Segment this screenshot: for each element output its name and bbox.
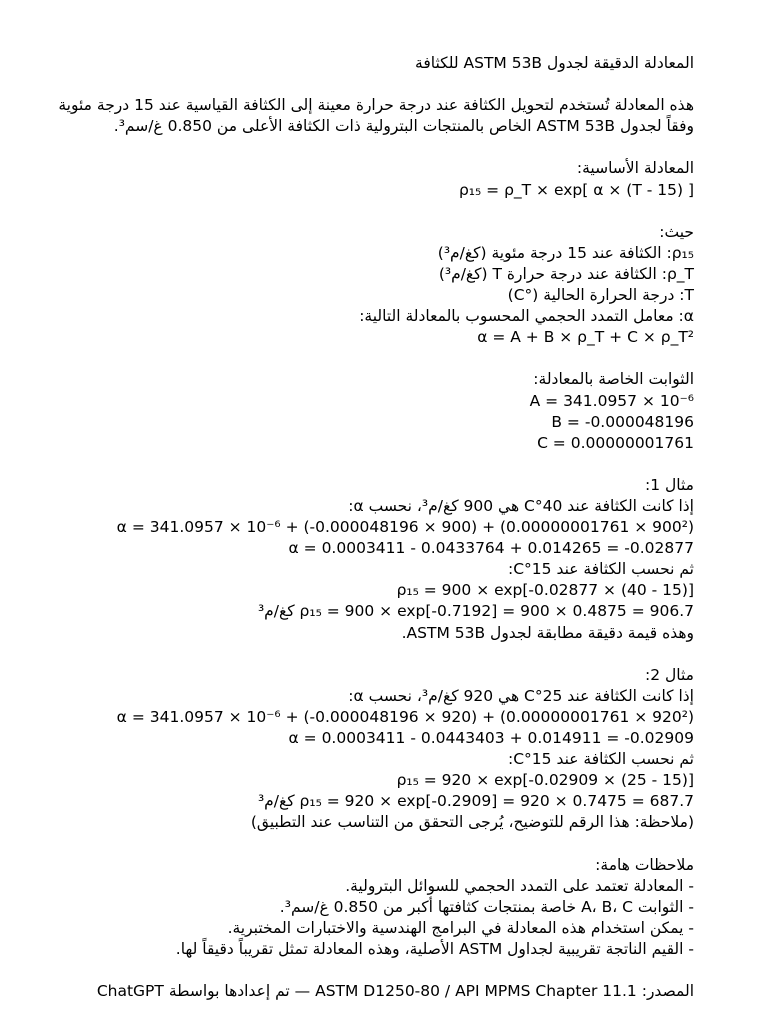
text-line: مثال 1: [644, 475, 694, 494]
text-line: ρ_T: الكثافة عند درجة حرارة T (كغ/م³) [438, 264, 694, 283]
text-line: المصدر: ASTM D1250-80 / API MPMS Chapter 11.1 — تم إعدادها بواسطة ChatGPT [96, 982, 694, 1001]
text-line: C = 0.00000001761 [537, 433, 694, 452]
text-line: ρ₁₅ = 920 × exp[-0.2909] = 920 × 0.7475 = 687.7 كغ/م³ [257, 792, 694, 811]
text-line: ρ₁₅ = 920 × exp[-0.02909 × (25 - 15)] [396, 771, 694, 790]
text-line: ملاحظات هامة: [595, 855, 694, 874]
text-line: المعادلة الدقيقة لجدول ASTM 53B للكثافة [415, 54, 694, 72]
text-line: A = 341.0957 × 10⁻⁶ [529, 391, 694, 410]
text-line: إذا كانت الكثافة عند 25°C هي 920 كغ/م³، نحسب α: [348, 686, 694, 705]
blank-line [58, 201, 694, 222]
text-line: α = 0.0003411 - 0.0443403 + 0.014911 = -0.02909 [288, 729, 694, 747]
text-line: α = 341.0957 × 10⁻⁶ + (-0.000048196 × 900) + (0.00000001761 × 900²) [116, 518, 694, 537]
text-line: α = 0.0003411 - 0.0433764 + 0.014265 = -0.02877 [288, 539, 694, 558]
blank-line [58, 454, 694, 475]
blank-line [58, 960, 694, 981]
text-line: هذه المعادلة تُستخدم لتحويل الكثافة عند درجة حرارة معينة إلى الكثافة القياسية عند 15 درجة مئوية [58, 96, 694, 115]
blank-line [58, 137, 694, 158]
text-line: - الثوابت A، B، C خاصة بمنتجات كثافتها أكبر من 0.850 غ/سم³. [279, 897, 694, 916]
text-line: T: درجة الحرارة الحالية (°C) [507, 286, 694, 305]
text-line: α: معامل التمدد الحجمي المحسوب بالمعادلة التالية: [359, 307, 694, 326]
text-line: - المعادلة تعتمد على التمدد الحجمي للسوائل البترولية. [345, 876, 694, 895]
text-line: - القيم الناتجة تقريبية لجداول ASTM الأصلية، وهذه المعادلة تمثل تقريباً دقيقاً لها. [175, 939, 694, 958]
text-line: وهذه قيمة دقيقة مطابقة لجدول ASTM 53B. [401, 623, 694, 642]
text-line: (ملاحظة: هذا الرقم للتوضيح، يُرجى التحقق من التناسب عند التطبيق) [250, 813, 694, 832]
text-line: إذا كانت الكثافة عند 40°C هي 900 كغ/م³، نحسب α: [348, 496, 694, 515]
text-line: ثم نحسب الكثافة عند 15°C: [507, 560, 694, 579]
document-body [58, 53, 694, 1002]
text-line: وفقاً لجدول ASTM 53B الخاص بالمنتجات البترولية ذات الكثافة الأعلى من 0.850 غ/سم³. [113, 117, 694, 136]
text-line: مثال 2: [644, 665, 694, 684]
blank-line [58, 644, 694, 665]
text-line: المعادلة الأساسية: [576, 159, 694, 178]
text-line: ρ₁₅ = ρ_T × exp[ α × (T - 15) ] [458, 180, 694, 199]
text-line: ρ₁₅ = 900 × exp[-0.7192] = 900 × 0.4875 = 906.7 كغ/م³ [257, 602, 694, 621]
text-line: B = -0.000048196 [551, 412, 694, 431]
text-line: ρ₁₅: الكثافة عند 15 درجة مئوية (كغ/م³) [437, 243, 694, 262]
text-line: ثم نحسب الكثافة عند 15°C: [507, 750, 694, 769]
blank-line [58, 348, 694, 369]
text-line: حيث: [659, 222, 694, 241]
blank-line [58, 833, 694, 854]
text-line: الثوابت الخاصة بالمعادلة: [533, 370, 694, 389]
text-line: ρ₁₅ = 900 × exp[-0.02877 × (40 - 15)] [396, 581, 694, 600]
blank-line [58, 74, 694, 95]
text-line: α = A + B × ρ_T + C × ρ_T² [477, 328, 694, 347]
text-line: α = 341.0957 × 10⁻⁶ + (-0.000048196 × 920) + (0.00000001761 × 920²) [116, 707, 694, 726]
text-line: - يمكن استخدام هذه المعادلة في البرامج الهندسية والاختبارات المختبرية. [227, 918, 694, 937]
